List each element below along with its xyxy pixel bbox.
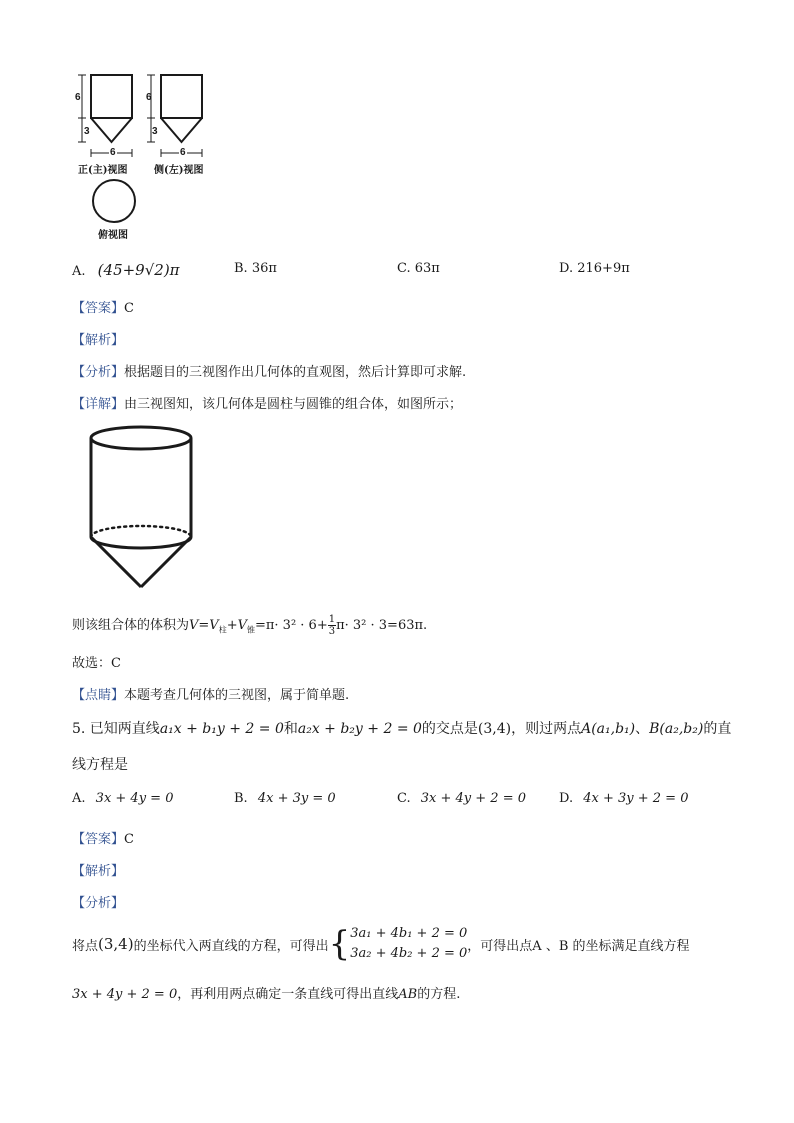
q4-analysis-line <box>72 329 124 348</box>
q5-sys-eq2: 3a₂ + 4b₂ + 2 = 0 <box>350 946 468 961</box>
q5-sub-point: (3,4) <box>98 935 134 953</box>
q4-option-a <box>72 261 180 279</box>
q5-stem-part1: 5. 已知两直线 <box>72 721 160 737</box>
q4-xiangjie-tag: 【详解】 <box>72 397 125 412</box>
q4-volume-mid: =π· 3² · 6+ <box>254 618 328 633</box>
q5-stem-line2-text: 线方程是 <box>72 757 128 773</box>
q5-option-d-value: 4x + 3y + 2 = 0 <box>583 791 689 806</box>
q5-system-brace: { <box>328 924 351 964</box>
q5-stem-part4: 的直 <box>703 721 732 737</box>
q4-fenxi-tag: 【分析】 <box>72 365 125 380</box>
q4-dianjing-text: 本题考查几何体的三视图，属于简单题. <box>124 688 350 703</box>
q5-stem-part2: 的交点是 <box>421 721 478 737</box>
q4-choose-line <box>72 652 121 671</box>
q5-sub-part1: 将点 <box>72 938 99 954</box>
q4-volume-fraction <box>328 614 336 637</box>
q4-option-a-value: (45+9√2)π <box>97 261 180 279</box>
q5-option-d <box>559 791 688 806</box>
front-dim-height-cyl: 6 <box>75 92 81 103</box>
q5-dun: 、 <box>635 721 650 737</box>
q4-sub-zhui: 锥 <box>246 625 255 635</box>
q5-option-a <box>72 791 173 806</box>
q4-volume-line <box>72 614 427 637</box>
q5-point-a: A(a₁,b₁) <box>581 721 636 737</box>
q5-option-c <box>397 791 526 806</box>
q4-answer-value: C <box>124 301 134 316</box>
q5-stem-line2 <box>72 754 128 774</box>
q5-sub-part3: ，可得出点A 、B 的坐标满足直线方程 <box>467 938 690 954</box>
q5-answer-line <box>72 828 134 847</box>
q4-volume-end: π· 3² · 3=63π. <box>336 618 428 633</box>
q5-conclusion-line <box>72 983 460 1002</box>
q4-xiangjie-line <box>72 393 462 412</box>
q4-volume-plus-v: +V <box>226 618 247 633</box>
q5-option-b-value: 4x + 3y = 0 <box>257 791 336 806</box>
q5-option-b <box>234 791 336 806</box>
q5-option-a-value: 3x + 4y = 0 <box>95 791 174 806</box>
q5-point: (3,4) <box>477 721 512 737</box>
q5-concl-end: 的方程. <box>417 987 461 1002</box>
front-view-caption: 正(主)视图 <box>78 165 128 176</box>
q5-analysis-line <box>72 860 124 879</box>
q5-analysis-tag: 【解析】 <box>72 864 125 879</box>
q5-fenxi-line <box>72 892 124 911</box>
q5-concl-ab: AB <box>398 987 418 1002</box>
q5-answer-tag: 【答案】 <box>72 832 125 847</box>
q4-option-c-value: 63π <box>414 261 440 276</box>
q5-stem-line1 <box>72 718 731 738</box>
q5-concl-eq: 3x + 4y + 2 = 0 <box>72 987 178 1002</box>
q5-substitution-line <box>72 922 690 966</box>
three-view-figure <box>70 70 230 240</box>
q4-option-d-value: 216+9π <box>577 261 630 276</box>
q5-option-c-value: 3x + 4y + 2 = 0 <box>420 791 526 806</box>
q4-option-d-label: D. <box>559 261 574 276</box>
q4-frac-num: 1 <box>328 614 336 625</box>
side-dim-height-cyl: 6 <box>146 92 152 103</box>
q4-option-c <box>397 261 440 276</box>
q4-analysis-tag: 【解析】 <box>72 333 125 348</box>
q5-line1-eq: a₁x + b₁y + 2 = 0 <box>159 721 284 737</box>
front-dim-height-cone: 3 <box>84 126 90 137</box>
top-view-caption: 俯视图 <box>98 230 128 241</box>
q5-option-c-label: C. <box>397 791 411 806</box>
q4-dianjing-tag: 【点睛】 <box>72 688 125 703</box>
q5-sub-part2: 的坐标代入两直线的方程，可得出 <box>133 938 329 954</box>
top-view-drawing <box>90 178 140 226</box>
q5-point-b: B(a₂,b₂) <box>649 721 704 737</box>
q4-volume-prefix: 则该组合体的体积为 <box>72 618 190 633</box>
q4-sub-zhu: 柱 <box>218 625 227 635</box>
q5-concl-text: ，再利用两点确定一条直线可得出直线 <box>177 987 399 1002</box>
q4-option-d <box>559 261 630 276</box>
combined-solid-figure <box>86 422 198 592</box>
q4-frac-den: 3 <box>328 626 336 637</box>
q4-option-b-label: B. <box>234 261 248 276</box>
q4-volume-v: V=V <box>189 618 219 633</box>
q5-equation-system <box>350 924 467 964</box>
side-dim-width: 6 <box>180 147 186 158</box>
q4-option-a-label: A. <box>72 264 86 279</box>
q5-stem-part3: ，则过两点 <box>511 721 582 737</box>
q4-fenxi-line <box>72 361 466 380</box>
q5-he: 和 <box>283 721 298 737</box>
q5-option-d-label: D. <box>559 791 574 806</box>
q5-answer-value: C <box>124 832 134 847</box>
side-dim-height-cone: 3 <box>152 126 158 137</box>
q4-choose-text: 故选：C <box>72 656 121 671</box>
q5-sys-eq1: 3a₁ + 4b₁ + 2 = 0 <box>350 926 468 941</box>
q4-option-c-label: C. <box>397 261 411 276</box>
q4-fenxi-text: 根据题目的三视图作出几何体的直观图，然后计算即可求解. <box>124 365 467 380</box>
q4-answer-line <box>72 297 134 316</box>
q5-line2-eq: a₂x + b₂y + 2 = 0 <box>297 721 422 737</box>
side-view-caption: 侧(左)视图 <box>154 165 204 176</box>
q4-dianjing-line <box>72 684 349 703</box>
front-dim-width: 6 <box>110 147 116 158</box>
q4-answer-tag: 【答案】 <box>72 301 125 316</box>
q4-option-b <box>234 261 277 276</box>
q5-fenxi-tag: 【分析】 <box>72 896 125 911</box>
q5-option-a-label: A. <box>72 791 86 806</box>
q4-xiangjie-text: 由三视图知，该几何体是圆柱与圆锥的组合体，如图所示； <box>124 397 463 412</box>
q4-option-b-value: 36π <box>251 261 277 276</box>
q5-option-b-label: B. <box>234 791 248 806</box>
